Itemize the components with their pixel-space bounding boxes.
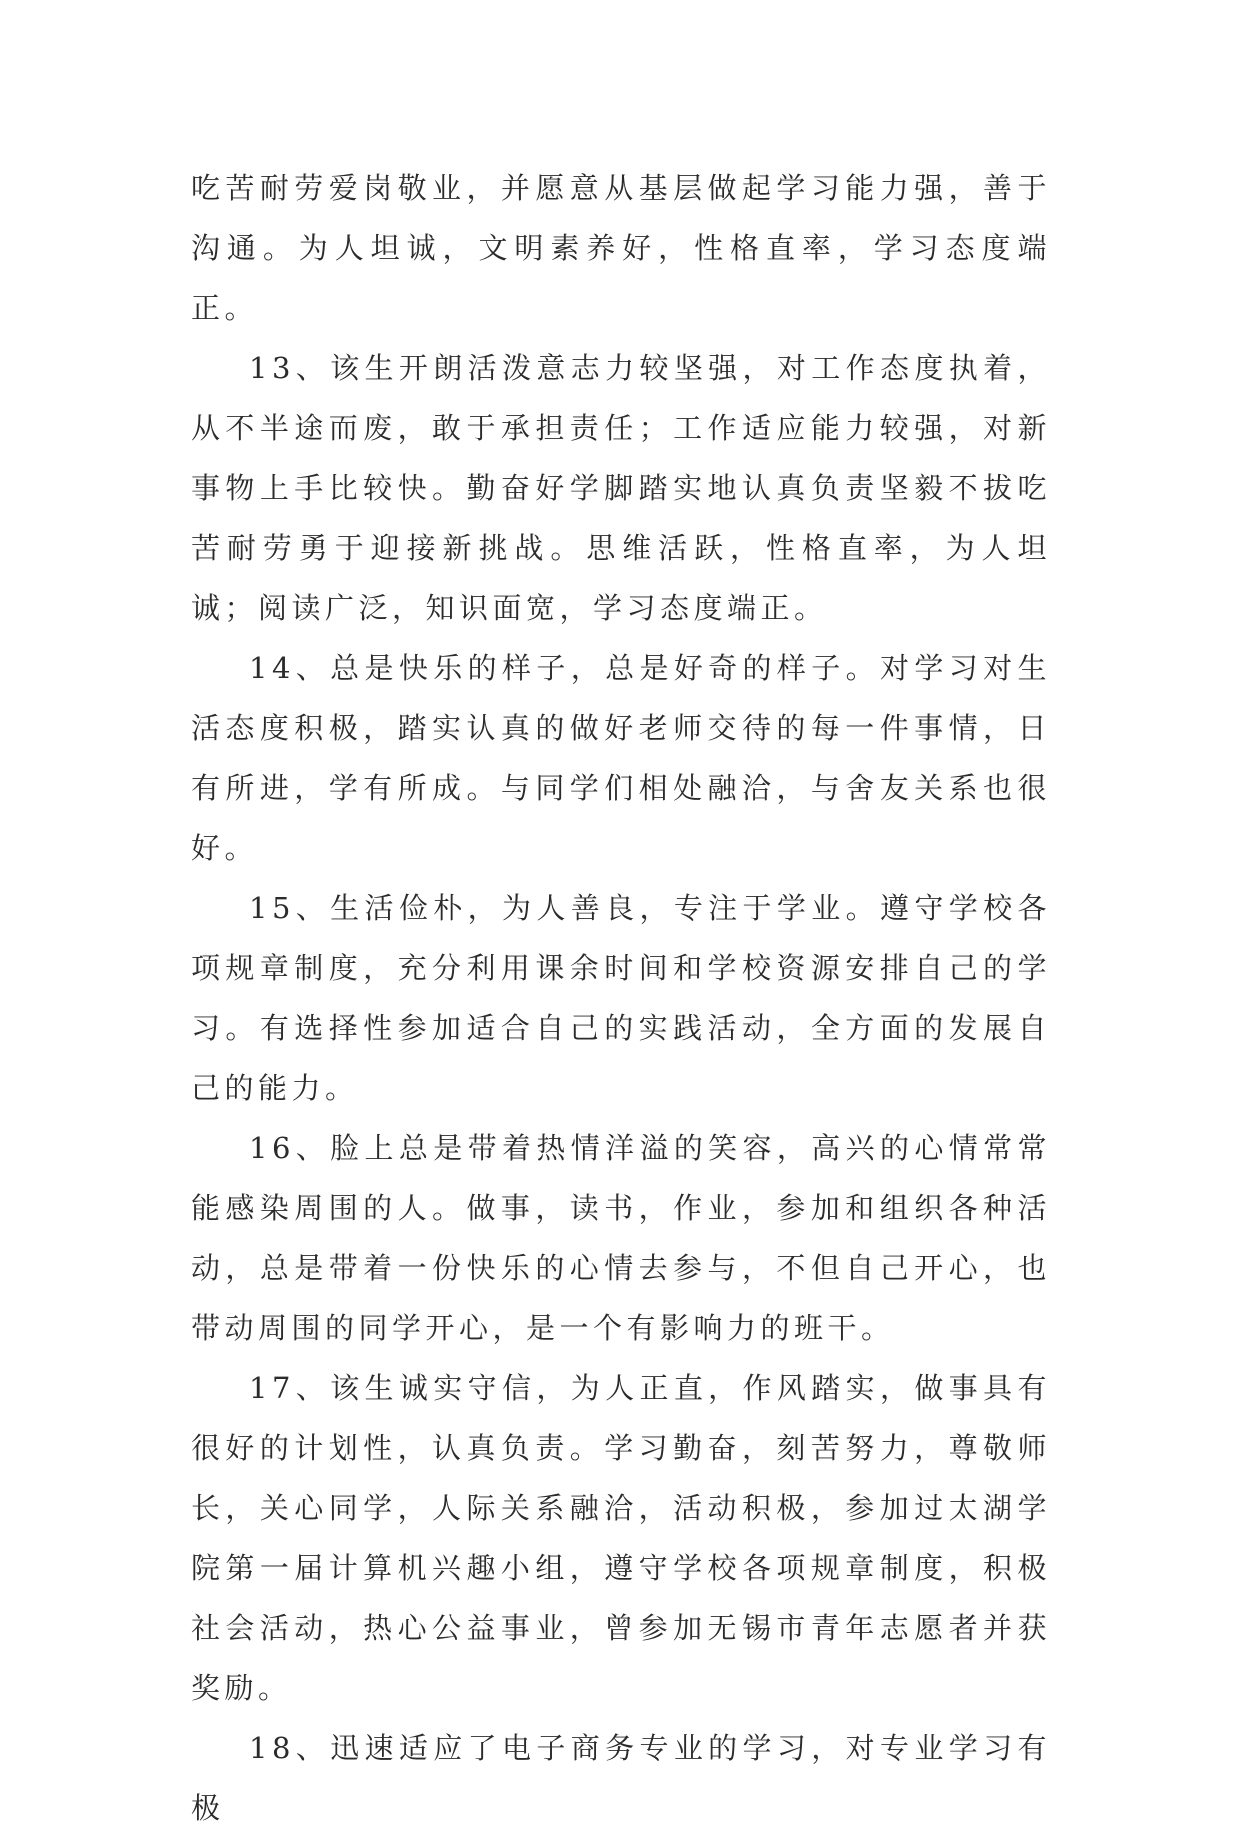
document-body [191,158,1051,1838]
paragraph-continuation: 吃苦耐劳爱岗敬业，并愿意从基层做起学习能力强，善于沟通。为人坦诚，文明素养好，性格直率，学习态度端正。 [191,171,1051,325]
paragraph-16: 16、脸上总是带着热情洋溢的笑容，高兴的心情常常能感染周围的人。做事，读书，作业，参加和组织各种活动，总是带着一份快乐的心情去参与，不但自己开心，也带动周围的同学开心，是一个有影响力的班干。 [191,1131,1051,1345]
paragraph-18: 18、迅速适应了电子商务专业的学习，对专业学习有极 [191,1731,1051,1825]
paragraph-14: 14、总是快乐的样子，总是好奇的样子。对学习对生活态度积极，踏实认真的做好老师交待的每一件事情，日有所进，学有所成。与同学们相处融洽，与舍友关系也很好。 [191,651,1051,865]
paragraph-13: 13、该生开朗活泼意志力较坚强，对工作态度执着，从不半途而废，敢于承担责任；工作适应能力较强，对新事物上手比较快。勤奋好学脚踏实地认真负责坚毅不拔吃苦耐劳勇于迎接新挑战。思维活跃，性格直率，为人坦诚；阅读广泛，知识面宽，学习态度端正。 [191,351,1051,625]
paragraph-15: 15、生活俭朴，为人善良，专注于学业。遵守学校各项规章制度，充分利用课余时间和学校资源安排自己的学习。有选择性参加适合自己的实践活动，全方面的发展自己的能力。 [191,891,1051,1105]
paragraph-17: 17、该生诚实守信，为人正直，作风踏实，做事具有很好的计划性，认真负责。学习勤奋，刻苦努力，尊敬师长，关心同学，人际关系融洽，活动积极，参加过太湖学院第一届计算机兴趣小组，遵守学校各项规章制度，积极社会活动，热心公益事业，曾参加无锡市青年志愿者并获奖励。 [191,1371,1051,1705]
